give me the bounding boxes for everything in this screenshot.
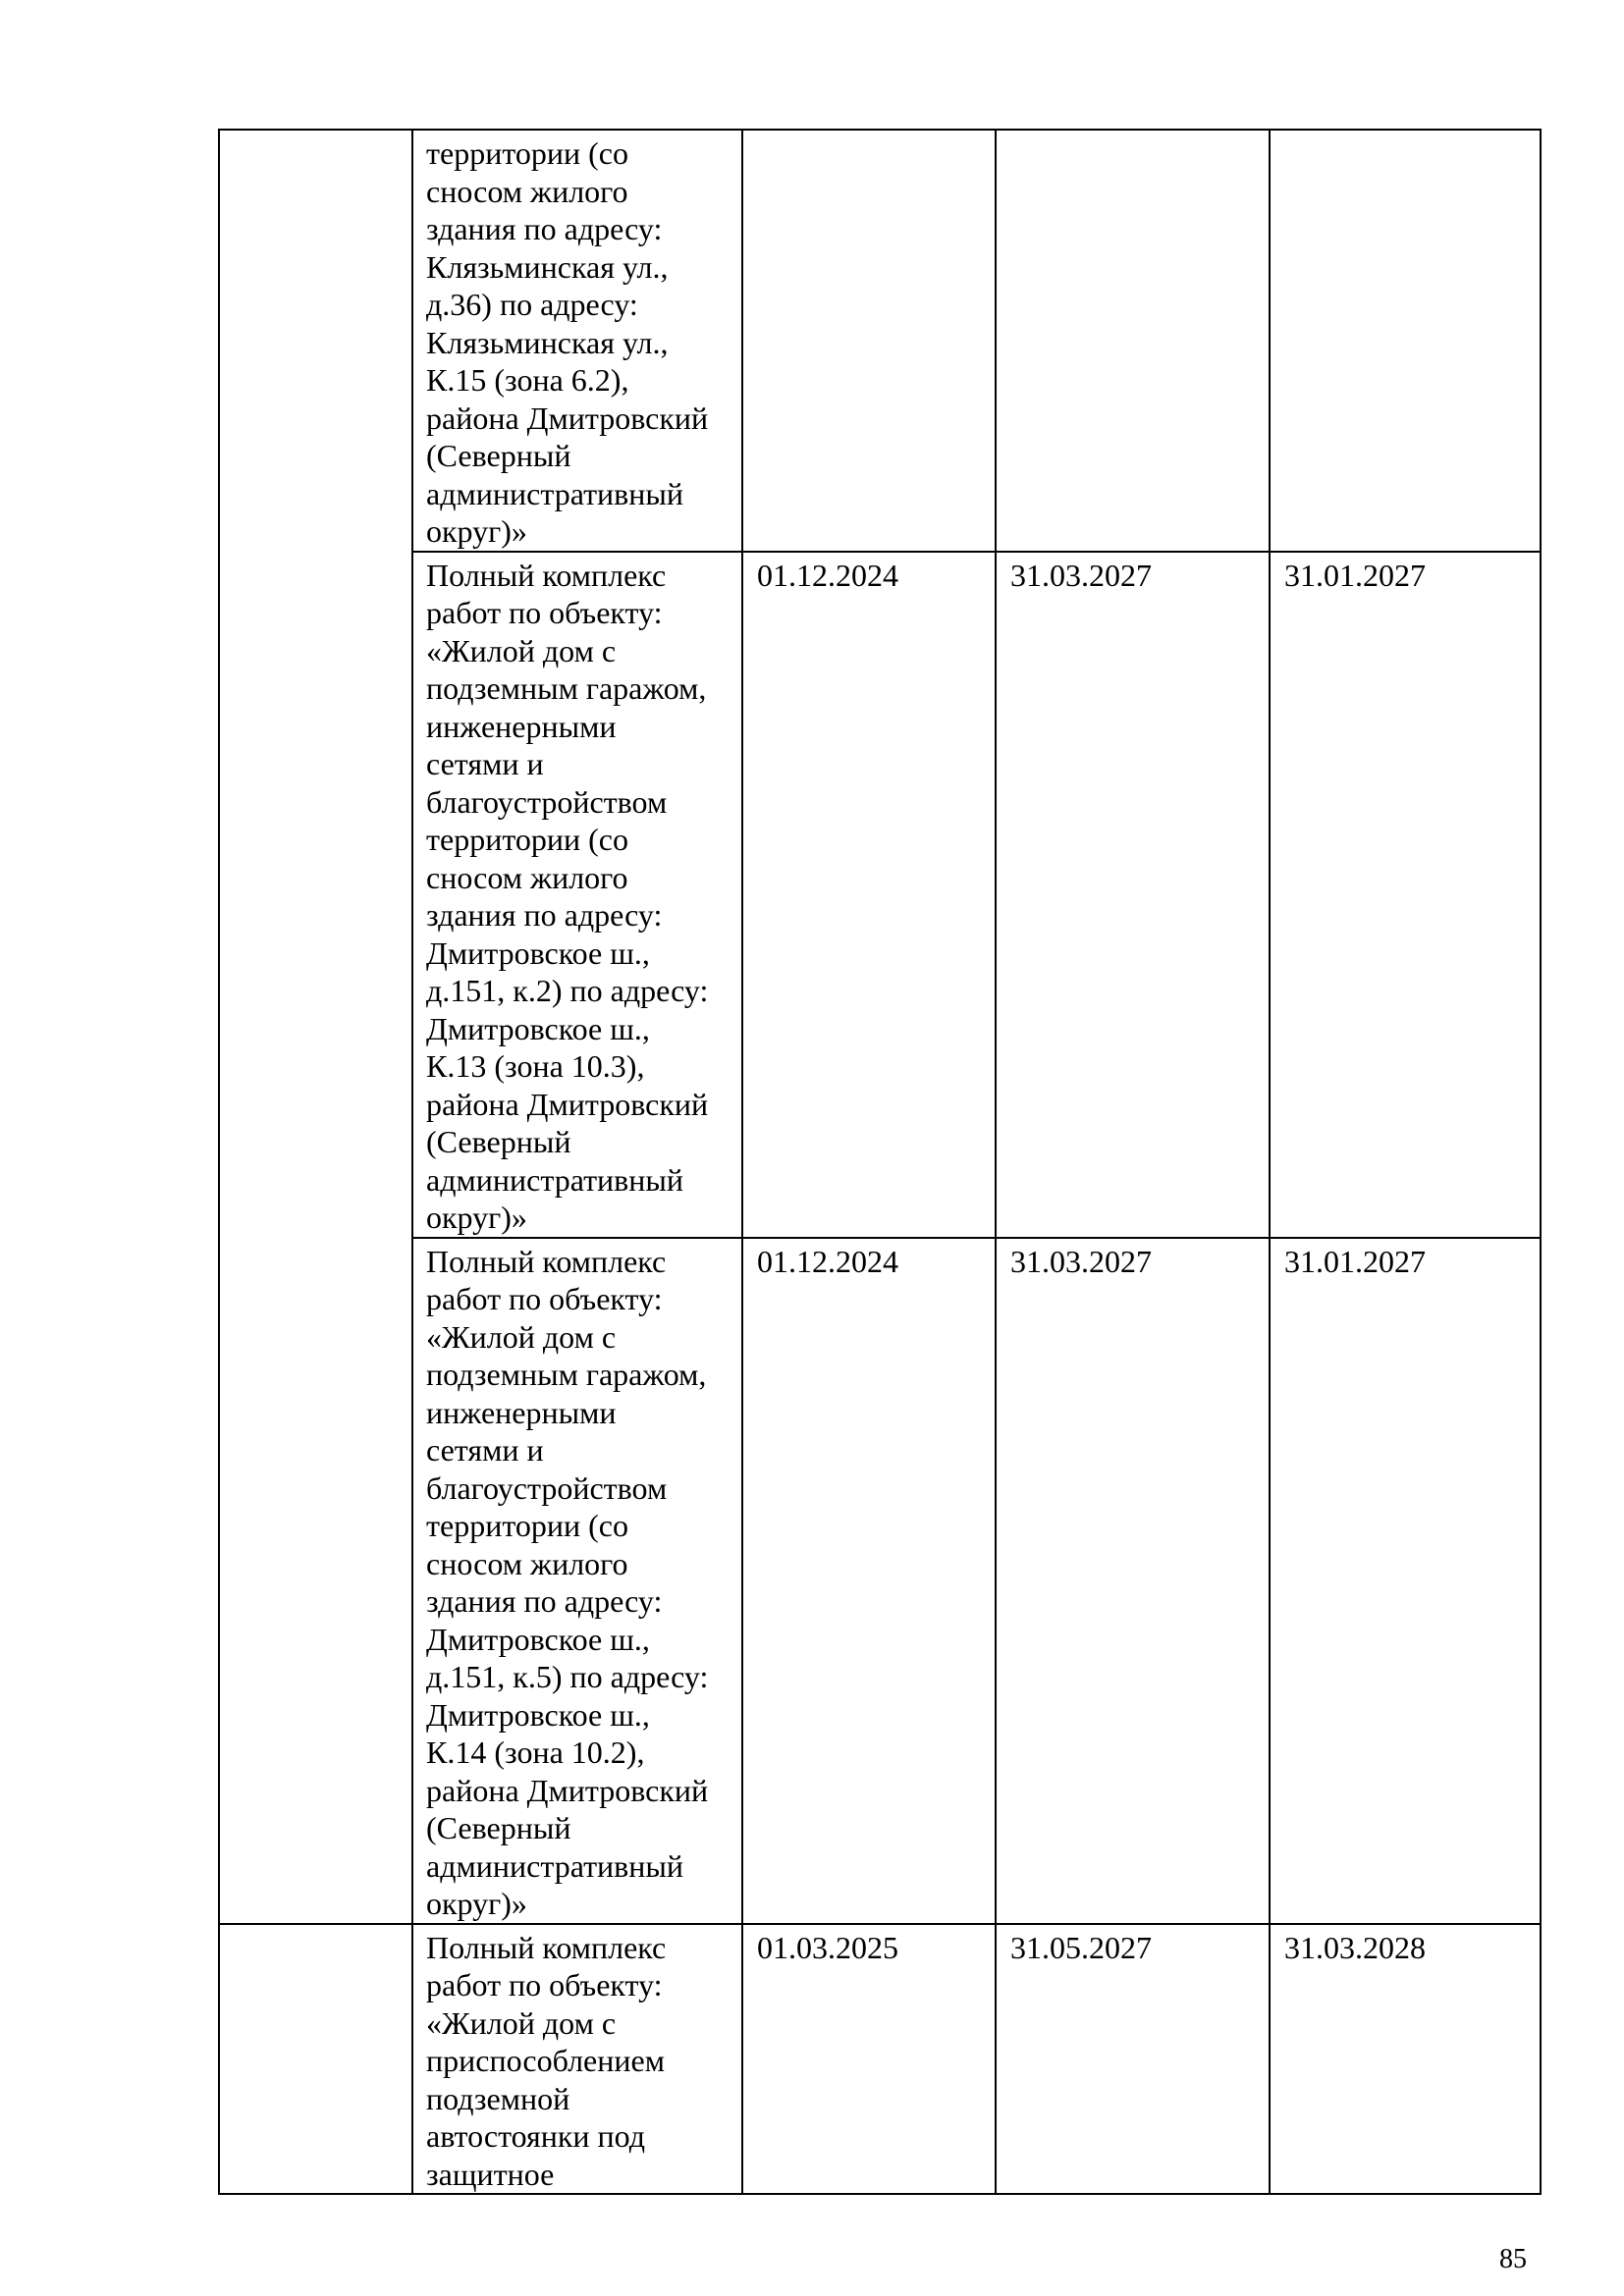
table-row bbox=[219, 552, 1541, 1238]
end-date-cell: 31.03.2027 bbox=[996, 552, 1270, 1238]
row-number-cell bbox=[219, 1238, 412, 1924]
planned-date-cell: 31.03.2028 bbox=[1270, 1924, 1541, 2195]
start-date-cell: 01.12.2024 bbox=[742, 552, 996, 1238]
table-row bbox=[219, 1238, 1541, 1924]
table-row bbox=[219, 130, 1541, 552]
object-description-cell: Полный комплекс работ по объекту: «Жилой дом с подземным гаражом, инженерными сетями и благоустройством территории (со сносом жилого здания по адресу: Дмитровское ш., д.151, к.2) по адресу: Дмитровское ш., К.13 (зона 10.3), района Дмитровский (Северный административный округ)» bbox=[412, 552, 742, 1238]
end-date-cell: 31.05.2027 bbox=[996, 1924, 1270, 2195]
planned-date-cell: 31.01.2027 bbox=[1270, 1238, 1541, 1924]
start-date-cell: 01.03.2025 bbox=[742, 1924, 996, 2195]
planned-date-cell bbox=[1270, 130, 1541, 552]
start-date-cell bbox=[742, 130, 996, 552]
row-number-cell bbox=[219, 552, 412, 1238]
table-row bbox=[219, 1924, 1541, 2195]
row-number-cell bbox=[219, 130, 412, 552]
schedule-table bbox=[218, 129, 1542, 2195]
object-description-cell: территории (со сносом жилого здания по адресу: Клязьминская ул., д.36) по адресу: Клязьминская ул., К.15 (зона 6.2), района Дмитровский (Северный административный округ)» bbox=[412, 130, 742, 552]
end-date-cell bbox=[996, 130, 1270, 552]
planned-date-cell: 31.01.2027 bbox=[1270, 552, 1541, 1238]
object-description-cell: Полный комплекс работ по объекту: «Жилой дом с подземным гаражом, инженерными сетями и благоустройством территории (со сносом жилого здания по адресу: Дмитровское ш., д.151, к.5) по адресу: Дмитровское ш., К.14 (зона 10.2), района Дмитровский (Северный административный округ)» bbox=[412, 1238, 742, 1924]
end-date-cell: 31.03.2027 bbox=[996, 1238, 1270, 1924]
page-number: 85 bbox=[1499, 2244, 1527, 2274]
start-date-cell: 01.12.2024 bbox=[742, 1238, 996, 1924]
object-description-cell: Полный комплекс работ по объекту: «Жилой дом с приспособлением подземной автостоянки под защитное bbox=[412, 1924, 742, 2195]
row-number-cell bbox=[219, 1924, 412, 2195]
